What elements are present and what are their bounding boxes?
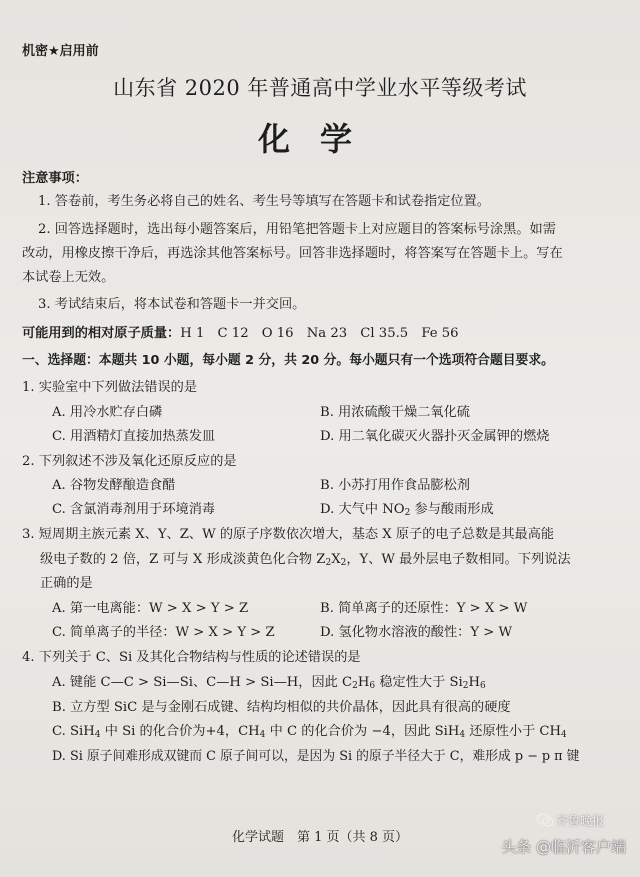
q2-stem: 2. 下列叙述不涉及氧化还原反应的是 xyxy=(22,454,237,469)
q4-option-a: A. 键能 C—C > Si—Si、C—H > Si—H，因此 $C_2H_6$ 稳定性大于 $Si_2H_6$ xyxy=(52,675,486,691)
subject-title: 化学 xyxy=(257,120,382,158)
wechat-icon xyxy=(536,813,554,827)
q3-option-d: D. 氢化物水溶液的酸性：Y > W xyxy=(320,625,513,640)
q1-option-a: A. 用冷水贮存白磷 xyxy=(52,405,163,420)
atomic-mass-line xyxy=(22,322,622,341)
q4-option-b: B. 立方型 SiC 是与金刚石成键、结构均相似的共价晶体，因此具有很高的硬度 xyxy=(52,700,511,715)
q4-option-d: D. Si 原子间难形成双键而 C 原子间可以，是因为 Si 的原子半径大于 C，难形成 p − p π 键 xyxy=(52,749,580,764)
atomic-mass-values: H 1 C 12 O 16 Na 23 Cl 35.5 Fe 56 xyxy=(180,326,459,341)
note-item-1: 1. 答卷前，考生务必将自己的姓名、考生号等填写在答题卡和试卷指定位置。 xyxy=(38,194,490,209)
q3-option-c: C. 简单离子的半径：W > X > Y > Z xyxy=(52,625,275,640)
exam-title: 山东省 2020 年普通高中学业水平等级考试 xyxy=(113,76,527,100)
q2-option-a: A. 谷物发酵酿造食醋 xyxy=(52,478,176,493)
page-footer: 化学试题 第 1 页（共 8 页） xyxy=(231,830,409,845)
q4-stem: 4. 下列关于 C、Si 及其化合物结构与性质的论述错误的是 xyxy=(22,650,361,665)
atomic-mass-label: 可能用到的相对原子质量： xyxy=(22,326,181,341)
section-1-heading: 一、选择题：本题共 10 小题，每小题 2 分，共 20 分。每小题只有一个选项符合题目要求。 xyxy=(22,353,554,368)
confidential-label: 机密★启用前 xyxy=(22,44,99,59)
q3-option-a: A. 第一电离能：W > X > Y > Z xyxy=(52,601,249,616)
notes-heading: 注意事项： xyxy=(22,171,88,186)
q2-option-c: C. 含氯消毒剂用于环境消毒 xyxy=(52,502,216,517)
q4-option-c: C. SiH$_4$ 中 Si 的化合价为+4，$CH_4$ 中 C 的化合价为 −4，因此 SiH$_4$ 还原性小于 $CH_4$ xyxy=(52,724,567,740)
watermark-brand: 齐鲁晚报 xyxy=(536,812,604,829)
q3-option-b: B. 简单离子的还原性：Y > X > W xyxy=(320,601,528,616)
q2-option-d: D. 大气中 $NO_2$ 参与酸雨形成 xyxy=(320,502,494,518)
watermark-source: 头条 @临沂客户端 xyxy=(501,838,626,856)
note-item-2-line-1: 2. 回答选择题时，选出每小题答案后，用铅笔把答题卡上对应题目的答案标号涂黑。如需 xyxy=(38,222,556,237)
q1-stem: 1. 实验室中下列做法错误的是 xyxy=(22,380,198,395)
q3-stem-line-2: 级电子数的 2 倍，Z 可与 X 形成淡黄色化合物 $Z_2X_2$，Y、W 最外层电子数相同。下列说法 xyxy=(40,552,571,568)
q1-option-c: C. 用酒精灯直接加热蒸发皿 xyxy=(52,429,216,444)
note-item-2-line-3: 本试卷上无效。 xyxy=(22,270,115,285)
q1-option-d: D. 用二氧化碳灭火器扑灭金属钾的燃烧 xyxy=(320,429,550,444)
q2-option-b: B. 小苏打用作食品膨松剂 xyxy=(320,478,470,493)
note-item-3: 3. 考试结束后，将本试卷和答题卡一并交回。 xyxy=(38,297,306,312)
note-item-2-line-2: 改动，用橡皮擦干净后，再选涂其他答案标号。回答非选择题时，将答案写在答题卡上。写在 xyxy=(22,246,563,261)
q1-option-b: B. 用浓硫酸干燥二氧化硫 xyxy=(320,405,470,420)
q3-stem-line-3: 正确的是 xyxy=(40,576,93,591)
q3-stem-line-1: 3. 短周期主族元素 X、Y、Z、W 的原子序数依次增大，基态 X 原子的电子总数是其最高能 xyxy=(22,527,555,542)
